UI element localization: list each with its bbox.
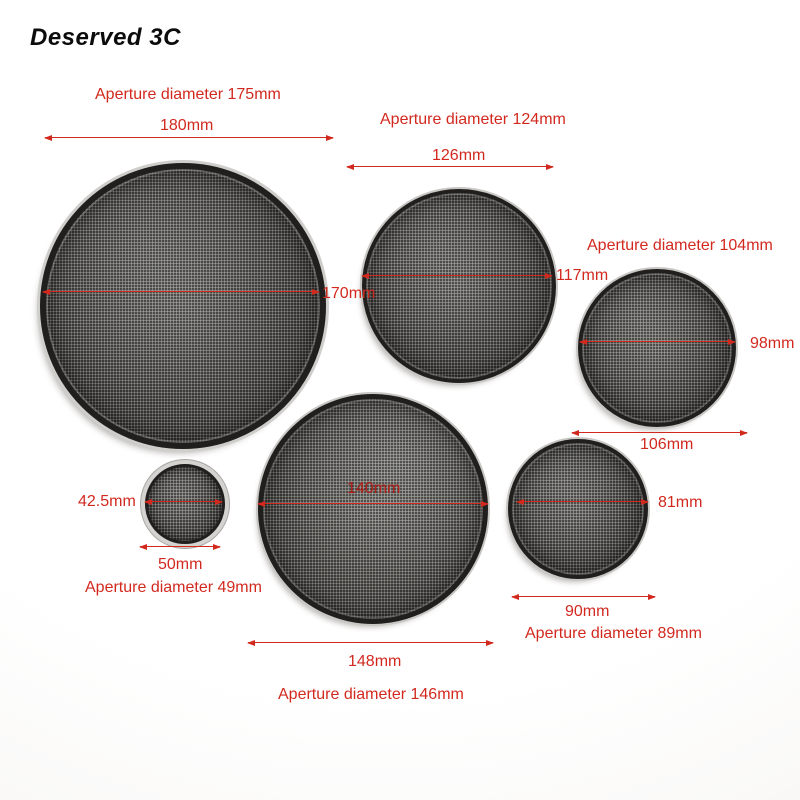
inner-dim-arrow-175mm [43, 291, 319, 292]
inner-dim-label-175mm: 170mm [322, 285, 376, 302]
inner-dim-arrow-146mm [258, 503, 488, 504]
inner-dim-label-104mm: 98mm [750, 335, 795, 352]
grille-mesh-146mm [258, 394, 488, 624]
outer-dim-label-49mm: 50mm [158, 556, 203, 573]
inner-dim-arrow-49mm [145, 501, 222, 502]
aperture-label-124mm: Aperture diameter 124mm [380, 111, 566, 128]
outer-dim-label-175mm: 180mm [160, 117, 214, 134]
outer-dim-arrow-146mm [248, 642, 493, 643]
outer-dim-arrow-124mm [347, 166, 553, 167]
inner-dim-label-89mm: 81mm [658, 494, 703, 511]
inner-dim-arrow-124mm [362, 275, 552, 276]
brand-watermark: Deserved 3C [30, 24, 181, 51]
outer-dim-arrow-175mm [45, 137, 333, 138]
grille-mesh-124mm [362, 189, 556, 383]
grille-mesh-49mm [145, 464, 225, 544]
aperture-label-175mm: Aperture diameter 175mm [95, 86, 281, 103]
inner-dim-arrow-104mm [580, 341, 735, 342]
inner-dim-label-124mm: 117mm [556, 267, 609, 284]
grille-mesh-89mm [508, 439, 648, 579]
grille-mesh-175mm [40, 163, 326, 449]
aperture-label-49mm: Aperture diameter 49mm [85, 579, 262, 596]
outer-dim-arrow-49mm [140, 546, 220, 547]
aperture-label-89mm: Aperture diameter 89mm [525, 625, 702, 642]
aperture-label-104mm: Aperture diameter 104mm [587, 237, 773, 254]
outer-dim-label-104mm: 106mm [640, 436, 694, 453]
inner-dim-label-146mm: 140mm [347, 480, 401, 497]
inner-dim-label-49mm: 42.5mm [78, 493, 136, 510]
outer-dim-label-124mm: 126mm [432, 147, 486, 164]
outer-dim-arrow-89mm [512, 596, 655, 597]
aperture-label-146mm: Aperture diameter 146mm [278, 686, 464, 703]
outer-dim-arrow-104mm [572, 432, 747, 433]
grille-mesh-104mm [578, 269, 736, 427]
outer-dim-label-146mm: 148mm [348, 653, 402, 670]
outer-dim-label-89mm: 90mm [565, 603, 610, 620]
inner-dim-arrow-89mm [517, 501, 648, 502]
